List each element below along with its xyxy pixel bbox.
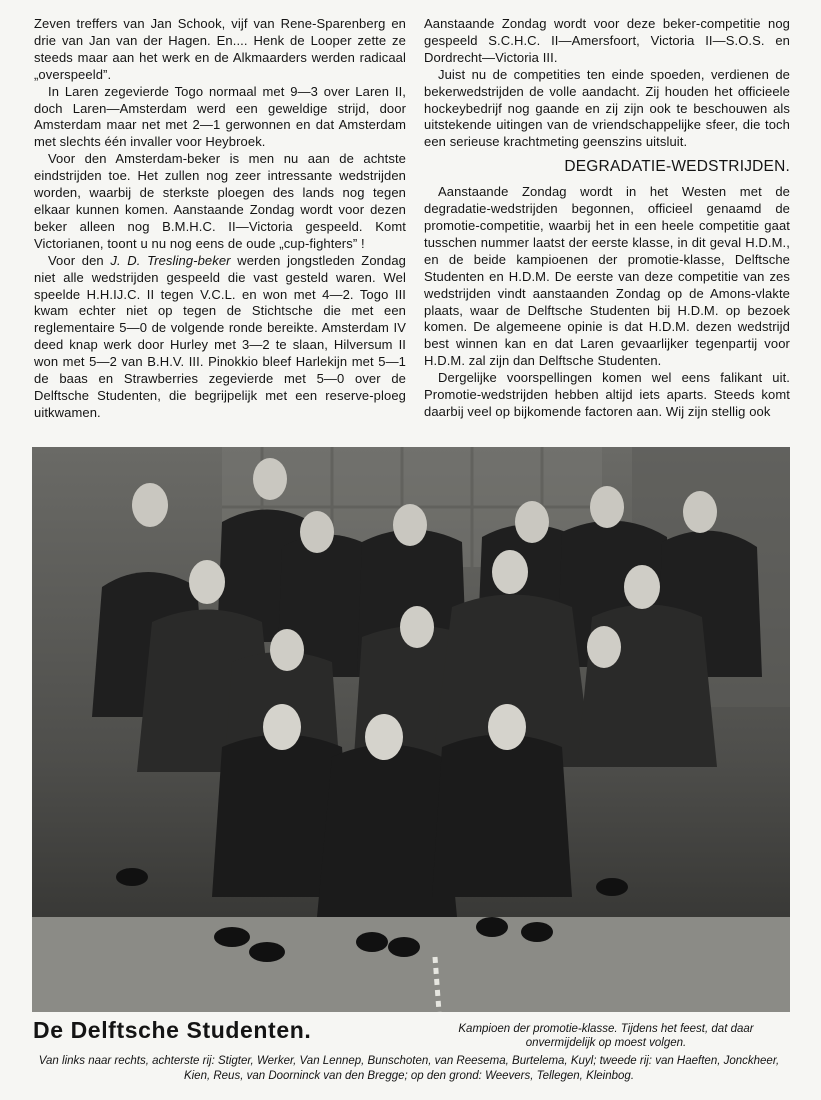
right-paragraph-4: Dergelijke voorspellingen komen wel eens falikant uit. Promotie-wedstrijden hebben altijd iets aparts. Steeds komt daarbij veel op bijkomende factoren aan. Wij zijn stellig ook — [424, 370, 790, 419]
team-photo — [32, 447, 790, 1012]
caption-title: De Delftsche Studenten. — [33, 1017, 312, 1043]
tresling-beker-name: J. D. Tresling-beker — [110, 252, 231, 268]
left-column — [34, 16, 406, 422]
caption-subtitle: Kampioen der promotie-klasse. Tijdens het feest, dat daar onvermijdelijk op moest volgen. — [458, 1023, 754, 1049]
right-column — [424, 16, 790, 421]
p4-rest: werden jongstleden Zondag niet alle wedstrijden gespeeld die vast gesteld waren. Wel speelde H.H.IJ.C. II tegen V.C.L. en won met 4—2. Togo III kwam echter niet op tegen de Stichtsche die met een reglementaire 5—0 de volgende ronde bereikte. Amsterdam IV deed knap werk door Hurley met 3—2 te slaan, Hilversum II won met 5—2 van B.H.V. III. Pinokkio bleef Harlekijn met 5—1 de baas en Strawberries zegevierde met 5—0 over de Delftsche Studenten, die begrijpelijk met een reserve-ploeg uitkwamen. — [34, 252, 406, 420]
section-heading: DEGRADATIE-WEDSTRIJDEN. — [564, 158, 790, 176]
team-photo-illustration — [32, 447, 790, 1012]
left-paragraph-1: Zeven treffers van Jan Schook, vijf van Rene-Sparenberg en drie van Jan van der Hagen. En.... Henk de Looper zette ze steeds maar aan het werk en de Alkmaarders werden radicaal „overspeeld”. — [34, 16, 406, 82]
right-paragraph-3: Aanstaande Zondag wordt in het Westen met de degradatie-wedstrijden begonnen, officieel genaamd de promotie-competitie, waarbij het in een heele competitie gaat tusschen nummer laatst der eerste klasse, in dit geval H.D.M., en de beide kampioenen der promotie-klasse, Delftsche Studenten en H.D.M. De eerste van deze competitie van zes wedstrijden vindt aanstaanden Zondag op de Amons-vlakte plaats, waar de Delftsche Studenten bij H.D.M. op bezoek komen. De algemeene opinie is dat H.D.M. dezen wedstrijd best winnen kan en dat Laren gevaarlijker tegenpartij voor H.D.M. zal zijn dan Delftsche Studenten. — [424, 184, 790, 369]
caption-names: Van links naar rechts, achterste rij: Stigter, Werker, Van Lennep, Bunschoten, van Reesema, Burtelema, Kuyl; tweede rij: van Haeften, Jonckheer, Kien, Reus, van Doorninck van den Bregge; op den grond: Weevers, Tellegen, Kleinbog. — [38, 1055, 780, 1082]
p4-prefix: Voor den — [48, 252, 111, 268]
left-paragraph-4 — [34, 253, 406, 422]
right-paragraph-1: Aanstaande Zondag wordt voor deze beker-competitie nog gespeeld S.C.H.C. II—Amersfoort, Victoria II—S.O.S. en Dordrecht—Victoria III. — [424, 16, 790, 65]
left-paragraph-3: Voor den Amsterdam-beker is men nu aan de achtste eindstrijden toe. Het zullen nog zeer intressante wedstrijden worden, waarbij de sterkste ploegen des lands nog tegen elkaar kunnen komen. Aanstaande Zondag wordt voor dezen beker alleen nog B.M.H.C. II—Victoria gespeeld. Komt Victorianen, toont u nu nog eens de oude „cup-fighters” ! — [34, 151, 406, 251]
right-paragraph-2: Juist nu de competities ten einde spoeden, verdienen de bekerwedstrijden de volle aandacht. Zij houden het officieele hockeybedrijf nog gaande en zij zijn ook te beschouwen als uitstekende uitingen van de vriendschappelijke sfeer, die toch een serieuse krachtmeting geenszins uitsluit. — [424, 66, 790, 150]
left-paragraph-2: In Laren zegevierde Togo normaal met 9—3 over Laren II, doch Laren—Amsterdam werd een geweldige strijd, door Amsterdam maar net met 2—1 gerwonnen en dat Amsterdam met slechts één invaller voor Heybroek. — [34, 83, 406, 150]
